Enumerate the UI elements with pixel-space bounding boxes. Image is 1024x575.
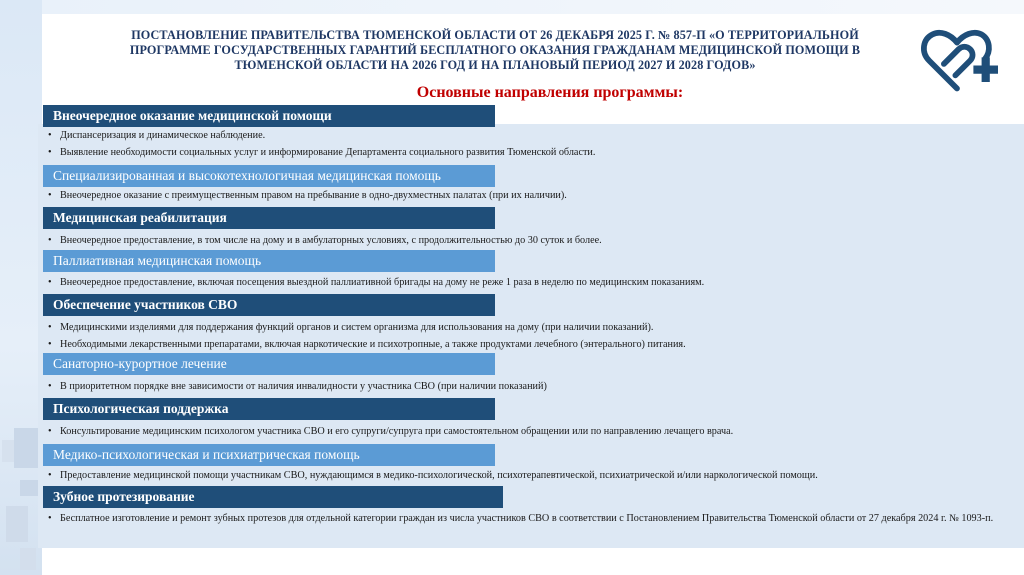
bullet-item bbox=[46, 146, 1021, 160]
bullet-text: Предоставление медицинской помощи участникам СВО, нуждающимся в медико-психологической, психотерапевтической, психиатрической и/или наркологической помощи. bbox=[60, 470, 818, 481]
section-bullet-list bbox=[46, 425, 1021, 442]
section-bullet-list bbox=[46, 512, 1021, 529]
section-heading: Медицинская реабилитация bbox=[43, 207, 495, 229]
bullet-text: Бесплатное изготовление и ремонт зубных протезов для отдельной категории граждан из числа участников СВО в соответствии с Постановлением Правительства Тюменской области от 27 декабря 2024 г. № 1093-п. bbox=[60, 513, 994, 524]
decorative-square bbox=[20, 480, 40, 496]
bullet-marker: • bbox=[48, 130, 52, 141]
top-decorative-strip bbox=[42, 0, 1024, 14]
bullet-text: Внеочередное оказание с преимущественным правом на пребывание в одно-двухместных палатах (при их наличии). bbox=[60, 190, 567, 201]
bullet-marker: • bbox=[48, 322, 52, 333]
section-bullet-list bbox=[46, 129, 1021, 163]
bullet-item bbox=[46, 189, 1021, 203]
bullet-item bbox=[46, 321, 1021, 335]
section-bullet-list bbox=[46, 276, 1021, 293]
bullet-text: Консультирование медицинским психологом участника СВО и его супруги/супруга при самостоятельном обращении или по направлению лечащего врача. bbox=[60, 426, 734, 437]
decorative-square bbox=[2, 440, 14, 462]
section-heading: Обеспечение участников СВО bbox=[43, 294, 495, 316]
bullet-item bbox=[46, 234, 1021, 248]
bullet-marker: • bbox=[48, 381, 52, 392]
bullet-item bbox=[46, 380, 1021, 394]
section-heading: Психологическая поддержка bbox=[43, 398, 495, 420]
bullet-item bbox=[46, 276, 1021, 290]
section-heading: Санаторно-курортное лечение bbox=[43, 353, 495, 375]
bullet-marker: • bbox=[48, 470, 52, 481]
section-bullet-list bbox=[46, 380, 1021, 397]
section-heading: Внеочередное оказание медицинской помощи bbox=[43, 105, 495, 127]
program-directions-subtitle: Основные направления программы: bbox=[416, 84, 684, 101]
section-bullet-list bbox=[46, 189, 1021, 206]
bullet-text: Внеочередное предоставление, включая посещения выездной паллиативной бригады на дому не реже 1 раза в неделю по медицинским показаниям. bbox=[60, 277, 705, 288]
section-heading: Паллиативная медицинская помощь bbox=[43, 250, 495, 272]
document-title: ПОСТАНОВЛЕНИЕ ПРАВИТЕЛЬСТВА ТЮМЕНСКОЙ ОБЛАСТИ ОТ 26 ДЕКАБРЯ 2025 Г. № 857-П «О ТЕРРИТОРИАЛЬНОЙ ПРОГРАММЕ ГОСУДАРСТВЕННЫХ ГАРАНТИЙ БЕСПЛАТНОГО ОКАЗАНИЯ ГРАЖДАНАМ МЕДИЦИНСКОЙ ПОМОЩИ В ТЮМЕНСКОЙ ОБЛАСТИ НА 2026 ГОД И НА ПЛАНОВЫЙ ПЕРИОД 2027 И 2028 ГОДОВ» bbox=[129, 28, 861, 72]
left-decorative-strip bbox=[0, 0, 42, 575]
bullet-marker: • bbox=[48, 147, 52, 158]
bullet-text: Внеочередное предоставление, в том числе на дому и в амбулаторных условиях, с продолжительностью до 30 суток и более. bbox=[60, 235, 602, 246]
section-bullet-list bbox=[46, 321, 1021, 355]
bullet-marker: • bbox=[48, 235, 52, 246]
bullet-item bbox=[46, 129, 1021, 143]
section-heading: Медико-психологическая и психиатрическая помощь bbox=[43, 444, 495, 466]
decorative-square bbox=[6, 506, 28, 542]
bullet-item bbox=[46, 425, 1021, 439]
bullet-item bbox=[46, 338, 1021, 352]
section-heading: Зубное протезирование bbox=[43, 486, 503, 508]
section-bullet-list bbox=[46, 234, 1021, 251]
bullet-marker: • bbox=[48, 190, 52, 201]
bullet-text: В приоритетном порядке вне зависимости от наличия инвалидности у участника СВО (при наличии показаний) bbox=[60, 381, 547, 392]
decorative-square bbox=[20, 548, 36, 570]
bullet-text: Диспансеризация и динамическое наблюдение. bbox=[60, 130, 266, 141]
bullet-marker: • bbox=[48, 426, 52, 437]
bullet-marker: • bbox=[48, 513, 52, 524]
bullet-item bbox=[46, 512, 1021, 526]
bullet-marker: • bbox=[48, 277, 52, 288]
decorative-square bbox=[14, 428, 38, 468]
bullet-text: Необходимыми лекарственными препаратами, включая наркотические и психотропные, а также продуктами лечебного (энтерального) питания. bbox=[60, 339, 686, 350]
bullet-item bbox=[46, 469, 1021, 483]
section-heading: Специализированная и высокотехнологичная медицинская помощь bbox=[43, 165, 495, 187]
bullet-marker: • bbox=[48, 339, 52, 350]
heart-cross-logo-icon bbox=[916, 18, 998, 100]
bullet-text: Выявление необходимости социальных услуг и информирование Департамента социального развития Тюменской области. bbox=[60, 147, 596, 158]
bullet-text: Медицинскими изделиями для поддержания функций органов и систем организма для использования на дому (при наличии показаний). bbox=[60, 322, 654, 333]
section-bullet-list bbox=[46, 469, 1021, 486]
